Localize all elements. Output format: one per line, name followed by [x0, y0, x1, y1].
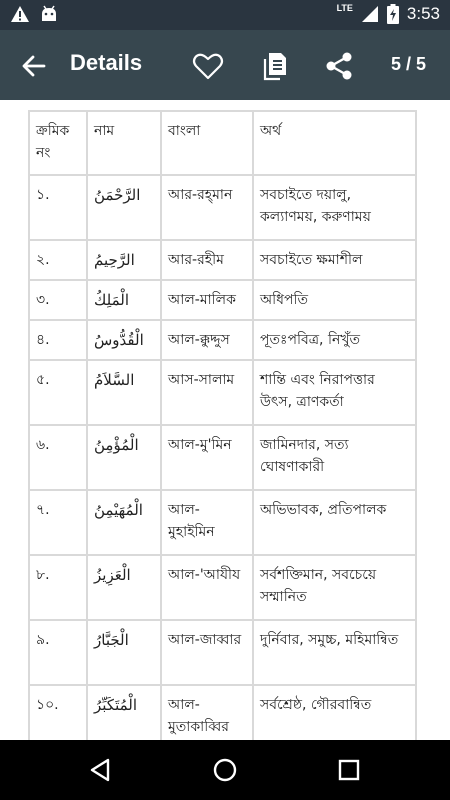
- meaning: অধিপতি: [253, 280, 416, 320]
- android-icon: [40, 5, 58, 23]
- bangla-name: আর-রহীম: [161, 240, 253, 280]
- table-row: [29, 320, 416, 360]
- meaning: শান্তি এবং নিরাপত্তার উৎস, ত্রাণকর্তা: [253, 360, 416, 425]
- meaning: জামিনদার, সত্য ঘোষণাকারী: [253, 425, 416, 490]
- arabic-name: الْعَزِيزُ: [87, 555, 161, 620]
- header-name: নাম: [87, 111, 161, 175]
- meaning: দুর্নিবার, সমুচ্চ, মহিমান্বিত: [253, 620, 416, 685]
- meaning: সর্বশ্রেষ্ঠ, গৌরবান্বিত: [253, 685, 416, 740]
- arabic-name: الْمَلِكُ: [87, 280, 161, 320]
- warning-icon: [10, 5, 30, 23]
- names-table: [28, 110, 417, 740]
- header-bangla: বাংলা: [161, 111, 253, 175]
- share-icon[interactable]: [323, 50, 355, 82]
- heart-icon[interactable]: [192, 50, 224, 82]
- back-arrow-icon[interactable]: [20, 52, 48, 80]
- header-meaning: অর্থ: [253, 111, 416, 175]
- meaning: অভিভাবক, প্রতিপালক: [253, 490, 416, 555]
- arabic-name: الْمُتَكَبِّرُ: [87, 685, 161, 740]
- row-number: ৮.: [29, 555, 87, 620]
- bangla-name: আল-'আযীয: [161, 555, 253, 620]
- table-row: [29, 240, 416, 280]
- arabic-name: الرَّحْمَنُ: [87, 175, 161, 240]
- meaning: পূতঃপবিত্র, নিখুঁত: [253, 320, 416, 360]
- header-serial: ক্রমিক নং: [29, 111, 87, 175]
- status-bar: [0, 0, 450, 30]
- bangla-name: আল-মুহাইমিন: [161, 490, 253, 555]
- nav-home-icon[interactable]: [210, 755, 240, 785]
- row-number: ২.: [29, 240, 87, 280]
- bangla-name: আস-সালাম: [161, 360, 253, 425]
- meaning: সবচাইতে দয়ালু, কল্যাণময়, করুণাময়: [253, 175, 416, 240]
- arabic-name: الْقُدُّوسُ: [87, 320, 161, 360]
- row-number: ৫.: [29, 360, 87, 425]
- lte-icon: LTE: [336, 3, 353, 13]
- signal-icon: [361, 5, 379, 23]
- table-row: [29, 360, 416, 425]
- page-counter: 5 / 5: [390, 54, 426, 74]
- row-number: ৬.: [29, 425, 87, 490]
- table-row: [29, 280, 416, 320]
- page-title: Details: [70, 50, 143, 75]
- arabic-name: الرَّحِيمُ: [87, 240, 161, 280]
- row-number: ৩.: [29, 280, 87, 320]
- table-row: [29, 620, 416, 685]
- arabic-name: الْجَبَّارُ: [87, 620, 161, 685]
- meaning: সবচাইতে ক্ষমাশীল: [253, 240, 416, 280]
- row-number: ৪.: [29, 320, 87, 360]
- table-header-row: [29, 111, 416, 175]
- bangla-name: আল-জাব্বার: [161, 620, 253, 685]
- battery-icon: [387, 4, 399, 24]
- bangla-name: আল-ক্কুদ্দুস: [161, 320, 253, 360]
- document-icon[interactable]: [258, 50, 290, 82]
- bangla-name: আল-মুতাকাব্বির: [161, 685, 253, 740]
- bangla-name: আর-রহ্‌মান: [161, 175, 253, 240]
- nav-back-icon[interactable]: [86, 755, 116, 785]
- table-row: [29, 175, 416, 240]
- table-row: [29, 425, 416, 490]
- details-content[interactable]: [0, 100, 450, 740]
- meaning: সর্বশক্তিমান, সবচেয়ে সম্মানিত: [253, 555, 416, 620]
- table-row: [29, 555, 416, 620]
- row-number: ১০.: [29, 685, 87, 740]
- table-row: [29, 490, 416, 555]
- table-row: [29, 685, 416, 740]
- nav-recents-icon[interactable]: [334, 755, 364, 785]
- bangla-name: আল-মু'মিন: [161, 425, 253, 490]
- row-number: ১.: [29, 175, 87, 240]
- app-bar: [0, 30, 450, 100]
- arabic-name: الْمُؤْمِنُ: [87, 425, 161, 490]
- bangla-name: আল-মালিক: [161, 280, 253, 320]
- arabic-name: السَّلاَمُ: [87, 360, 161, 425]
- row-number: ৯.: [29, 620, 87, 685]
- arabic-name: الْمُهَيْمِنُ: [87, 490, 161, 555]
- status-time: 3:53: [406, 4, 440, 23]
- row-number: ৭.: [29, 490, 87, 555]
- navigation-bar: [0, 740, 450, 800]
